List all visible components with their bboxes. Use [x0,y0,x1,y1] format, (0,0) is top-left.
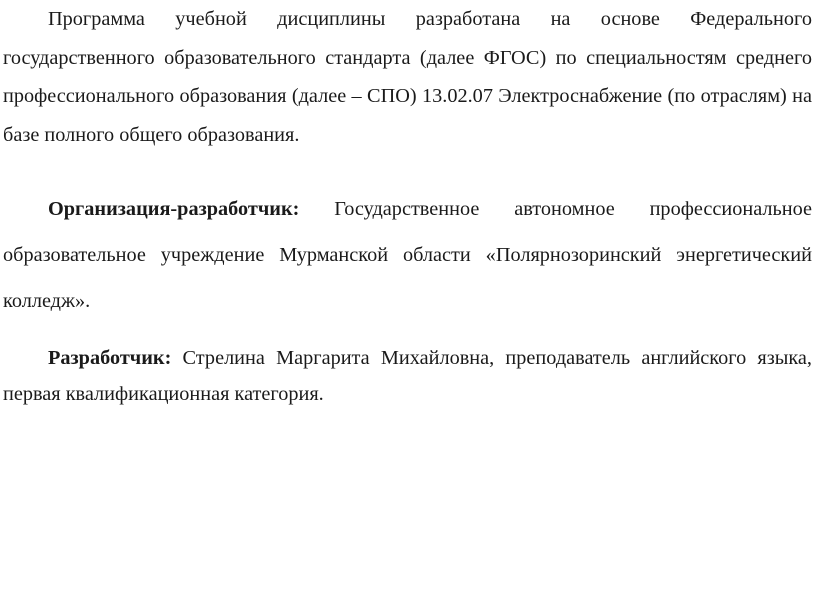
developer-paragraph [3,340,812,412]
organization-label: Организация-разработчик: [48,198,300,220]
developer-label: Разработчик: [48,347,172,369]
organization-paragraph [3,186,812,324]
developer-text: Стрелина Маргарита Михайловна, преподаватель английского языка, первая квалификационная категория. [3,347,812,405]
program-basis-paragraph: Программа учебной дисциплины разработана на основе Федерального государственного образовательного стандарта (далее ФГОС) по специальностям среднего профессионального образования (далее – СПО) 13.02.07 Электроснабжение (по отраслям) на базе полного общего образования. [3,8,812,146]
organization-text: Государственное автономное профессиональное образовательное учреждение Мурманской области «Полярнозоринский энергетический колледж». [3,198,812,312]
